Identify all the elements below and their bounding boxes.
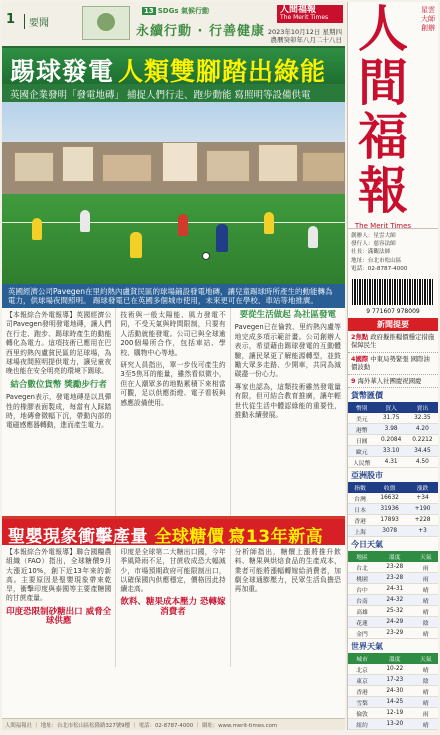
masthead-english: The Merit Times (354, 222, 412, 230)
masthead-char: 報 (358, 161, 408, 220)
second-headline: 聖嬰現象衝擊產量 全球糖價 寫13年新高 (2, 519, 345, 545)
barcode (352, 279, 434, 305)
table-row: 日本 31936 +190 (348, 504, 438, 515)
table-row: 東京 17-23 陰 (348, 675, 438, 686)
weather-table-title: 今日天氣 (351, 540, 383, 550)
masthead-vertical-text: 星雲大師創辦 (421, 6, 435, 32)
table-row: 北京 10-22 晴 (348, 664, 438, 675)
article-column: 技術與一般太陽能、風力發電不同，不受天氣與時間限制，只要有人活動就能發電。公司已與全球逾200個場所合作，包括車站、學校、購物中心等地。 研究人員指出，單一步伐可產生約3至5焦耳的能量，雖然看似微小，但在人潮眾多的地點累積下來相當可觀，足以供應街燈、電子看板與感應設備使用。 (116, 308, 230, 516)
sdg-badge: 13 SDGs 氣候行動 (144, 7, 209, 15)
news-summary-title: 新聞提要 (348, 318, 438, 331)
football-photo (2, 102, 345, 284)
photo-caption: 英國經濟公司Pavegen在里約熱內盧貧民區的球場鋪設發電地磚，讓兒童踢球時所產生的動能轉為電力，供球場夜間照明。 踢球發電已在英國多個城市使用，未來更可在學校、車站等地推廣。 (2, 284, 345, 308)
world-weather-title: 世界天氣 (351, 642, 383, 652)
table-row: 雪梨 14-25 晴 (348, 697, 438, 708)
table-row: 金門 23-29 晴 (348, 628, 438, 639)
front-page-main (2, 2, 345, 730)
table-row: 香港 17893 +228 (348, 515, 438, 526)
table-row: 人民幣 4.31 4.50 (348, 457, 438, 468)
table-row: 台南 24-32 晴 (348, 595, 438, 606)
table-row: 日圓 0.2084 0.2212 (348, 435, 438, 446)
page-number: 1 (6, 12, 16, 27)
masthead-char: 人 (358, 2, 408, 58)
table-row: 香港 24-30 晴 (348, 686, 438, 697)
article-column: 印度是全球第二大糖出口國，今年季風降雨不足，甘蔗收成恐大幅減少，市場預期政府可能限制出口，以確保國內供應穩定，價格因此持續走高。 飲料、糖果成本壓力 恐轉嫁消費者 (116, 545, 230, 667)
table-row: 台中 24-31 晴 (348, 584, 438, 595)
mini-logo: 人間福報 The Merit Times (277, 5, 343, 23)
table-row: 倫敦 12-19 雨 (348, 708, 438, 719)
football (202, 252, 210, 260)
table-row: 港幣 3.98 4.20 (348, 424, 438, 435)
table-row: 美元 31.75 32.35 (348, 413, 438, 424)
currency-table: 幣別 買入 賣出 美元 31.75 32.35 港幣 3.98 4.20 日圓 0.2084 0.2212 歐元 33.10 34.45 人民幣 4.31 4.50 (348, 402, 438, 468)
second-article (2, 545, 345, 667)
main-subheadline: 英國企業發明「發電地磚」 捕捉人們行走、跑步動能 寫照明等設備供電 (2, 84, 345, 102)
table-row: 高雄 25-32 晴 (348, 606, 438, 617)
article-subheading: 要從生活做起 為社區發電 (239, 310, 337, 320)
news-summary-item[interactable]: 2焦點 政府擬推糧價穩定措施 保障民生 (348, 331, 438, 353)
stock-table-title: 亞洲股市 (351, 471, 383, 481)
article-column: 【本報綜合外電報導】聯合國糧農組織（FAO）指出，全球糖價9月大漲近10%，創下近13年來的新高。主要原因是聖嬰現象帶來乾旱，衝擊印度與泰國等主要產糖國的甘蔗產量。 印度恐限制砂糖出口 威脅全球供應 (2, 545, 116, 667)
table-row: 紐約 13-20 晴 (348, 719, 438, 730)
page-header (2, 2, 345, 48)
masthead-char: 間 (358, 53, 408, 112)
news-summary-item[interactable]: 4國際 中東局勢緊張 國際油價波動 (348, 353, 438, 375)
news-summary-item[interactable]: 9 海外華人社團慶祝國慶 (348, 375, 438, 388)
sidebar (347, 2, 438, 730)
stock-table: 指數 收盤 漲跌 台灣 16632 +34 日本 31936 +190 香港 17893 +228 上海 3078 +3 (348, 482, 438, 537)
barcode-number: 9 771607 978009 (366, 308, 420, 316)
table-row: 上海 3078 +3 (348, 526, 438, 537)
main-headline: 踢球發電 人類雙腳踏出綠能 (2, 48, 345, 84)
table-row: 台北 23-28 雨 (348, 562, 438, 573)
date-line: 2023年10月12日 星期四 農曆癸卯年八月二十八日 (267, 28, 342, 44)
page-footer: 人間福報社 ｜ 地址：台北市松山區松隆路327號9樓 ｜ 電話：02-8787-4000 ｜ 網址：www.merit-times.com (2, 718, 345, 730)
table-row: 花蓮 24-29 陰 (348, 617, 438, 628)
currency-table-title: 貨幣匯價 (351, 391, 383, 401)
article-subheading: 飲料、糖果成本壓力 恐轉嫁消費者 (120, 597, 226, 617)
masthead (348, 2, 438, 228)
article-subheading: 印度恐限制砂糖出口 威脅全球供應 (6, 606, 112, 627)
page-section-name: 要聞 (24, 14, 49, 29)
header-slogan: 永續行動 · 行善健康 (136, 24, 265, 39)
masthead-char: 福 (358, 107, 408, 166)
table-row: 桃園 23-28 雨 (348, 573, 438, 584)
article-column: 【本報綜合外電報導】英國經濟公司Pavegen發明發電地磚，讓人們在行走、跑步、踢球時產生的動能轉化為電力。這項技術已應用在巴西里約熱內盧貧民區的足球場，為球場夜間照明提供電力，讓兒童夜晚也能在安全明亮的環境下踢球。 結合數位貨幣 獎勵步行者 Pavegen表示，發電地磚是以具彈性的橡膠表面製成，每當有人踩踏時，地磚會微幅下沉，帶動內部的電磁感應器轉動，進而產生電力。 (2, 308, 116, 516)
publication-info: 創辦人：星雲大師 發行人：慈容法師 社長：滿觀法師 地址：台北市松山區 電話：02-8787-4000 (348, 228, 438, 276)
article-column: 分析師指出，糖價上漲將推升飲料、糖果與烘焙食品的生產成本，業者可能將漲幅轉嫁給消費者，加劇全球通膨壓力，民眾生活負擔恐再加重。 (234, 548, 341, 594)
world-weather-table: 城市 溫度 天氣 北京 10-22 晴 東京 17-23 陰 香港 24-30 晴 雪梨 14-25 晴 倫敦 12-19 雨 紐約 13-20 晴 (348, 653, 438, 730)
table-row: 歐元 33.10 34.45 (348, 446, 438, 457)
table-row: 台灣 16632 +34 (348, 493, 438, 504)
main-article (2, 308, 345, 519)
sdg-illustration (82, 6, 130, 40)
article-subheading: 結合數位貨幣 獎勵步行者 (10, 379, 107, 390)
article-column: 要從生活做起 為社區發電 Pavegen已在倫敦、里約熱內盧等地完成多項示範計畫。公司創辦人表示，希望藉由踢球發電的互動體驗，讓民眾更了解能源轉型，並鼓勵大眾多走路、少開車，共同為減碳盡一份心力。 專家也認為，這類技術雖然發電量有限，但可結合教育推廣，讓年輕世代從生活中體認綠能的重要性，推動永續發展。 (234, 310, 341, 420)
weather-table: 地區 溫度 天氣 台北 23-28 雨 桃園 23-28 雨 台中 24-31 晴 台南 24-32 晴 高雄 25-32 晴 花蓮 24-29 陰 金門 23-29 晴 (348, 551, 438, 639)
